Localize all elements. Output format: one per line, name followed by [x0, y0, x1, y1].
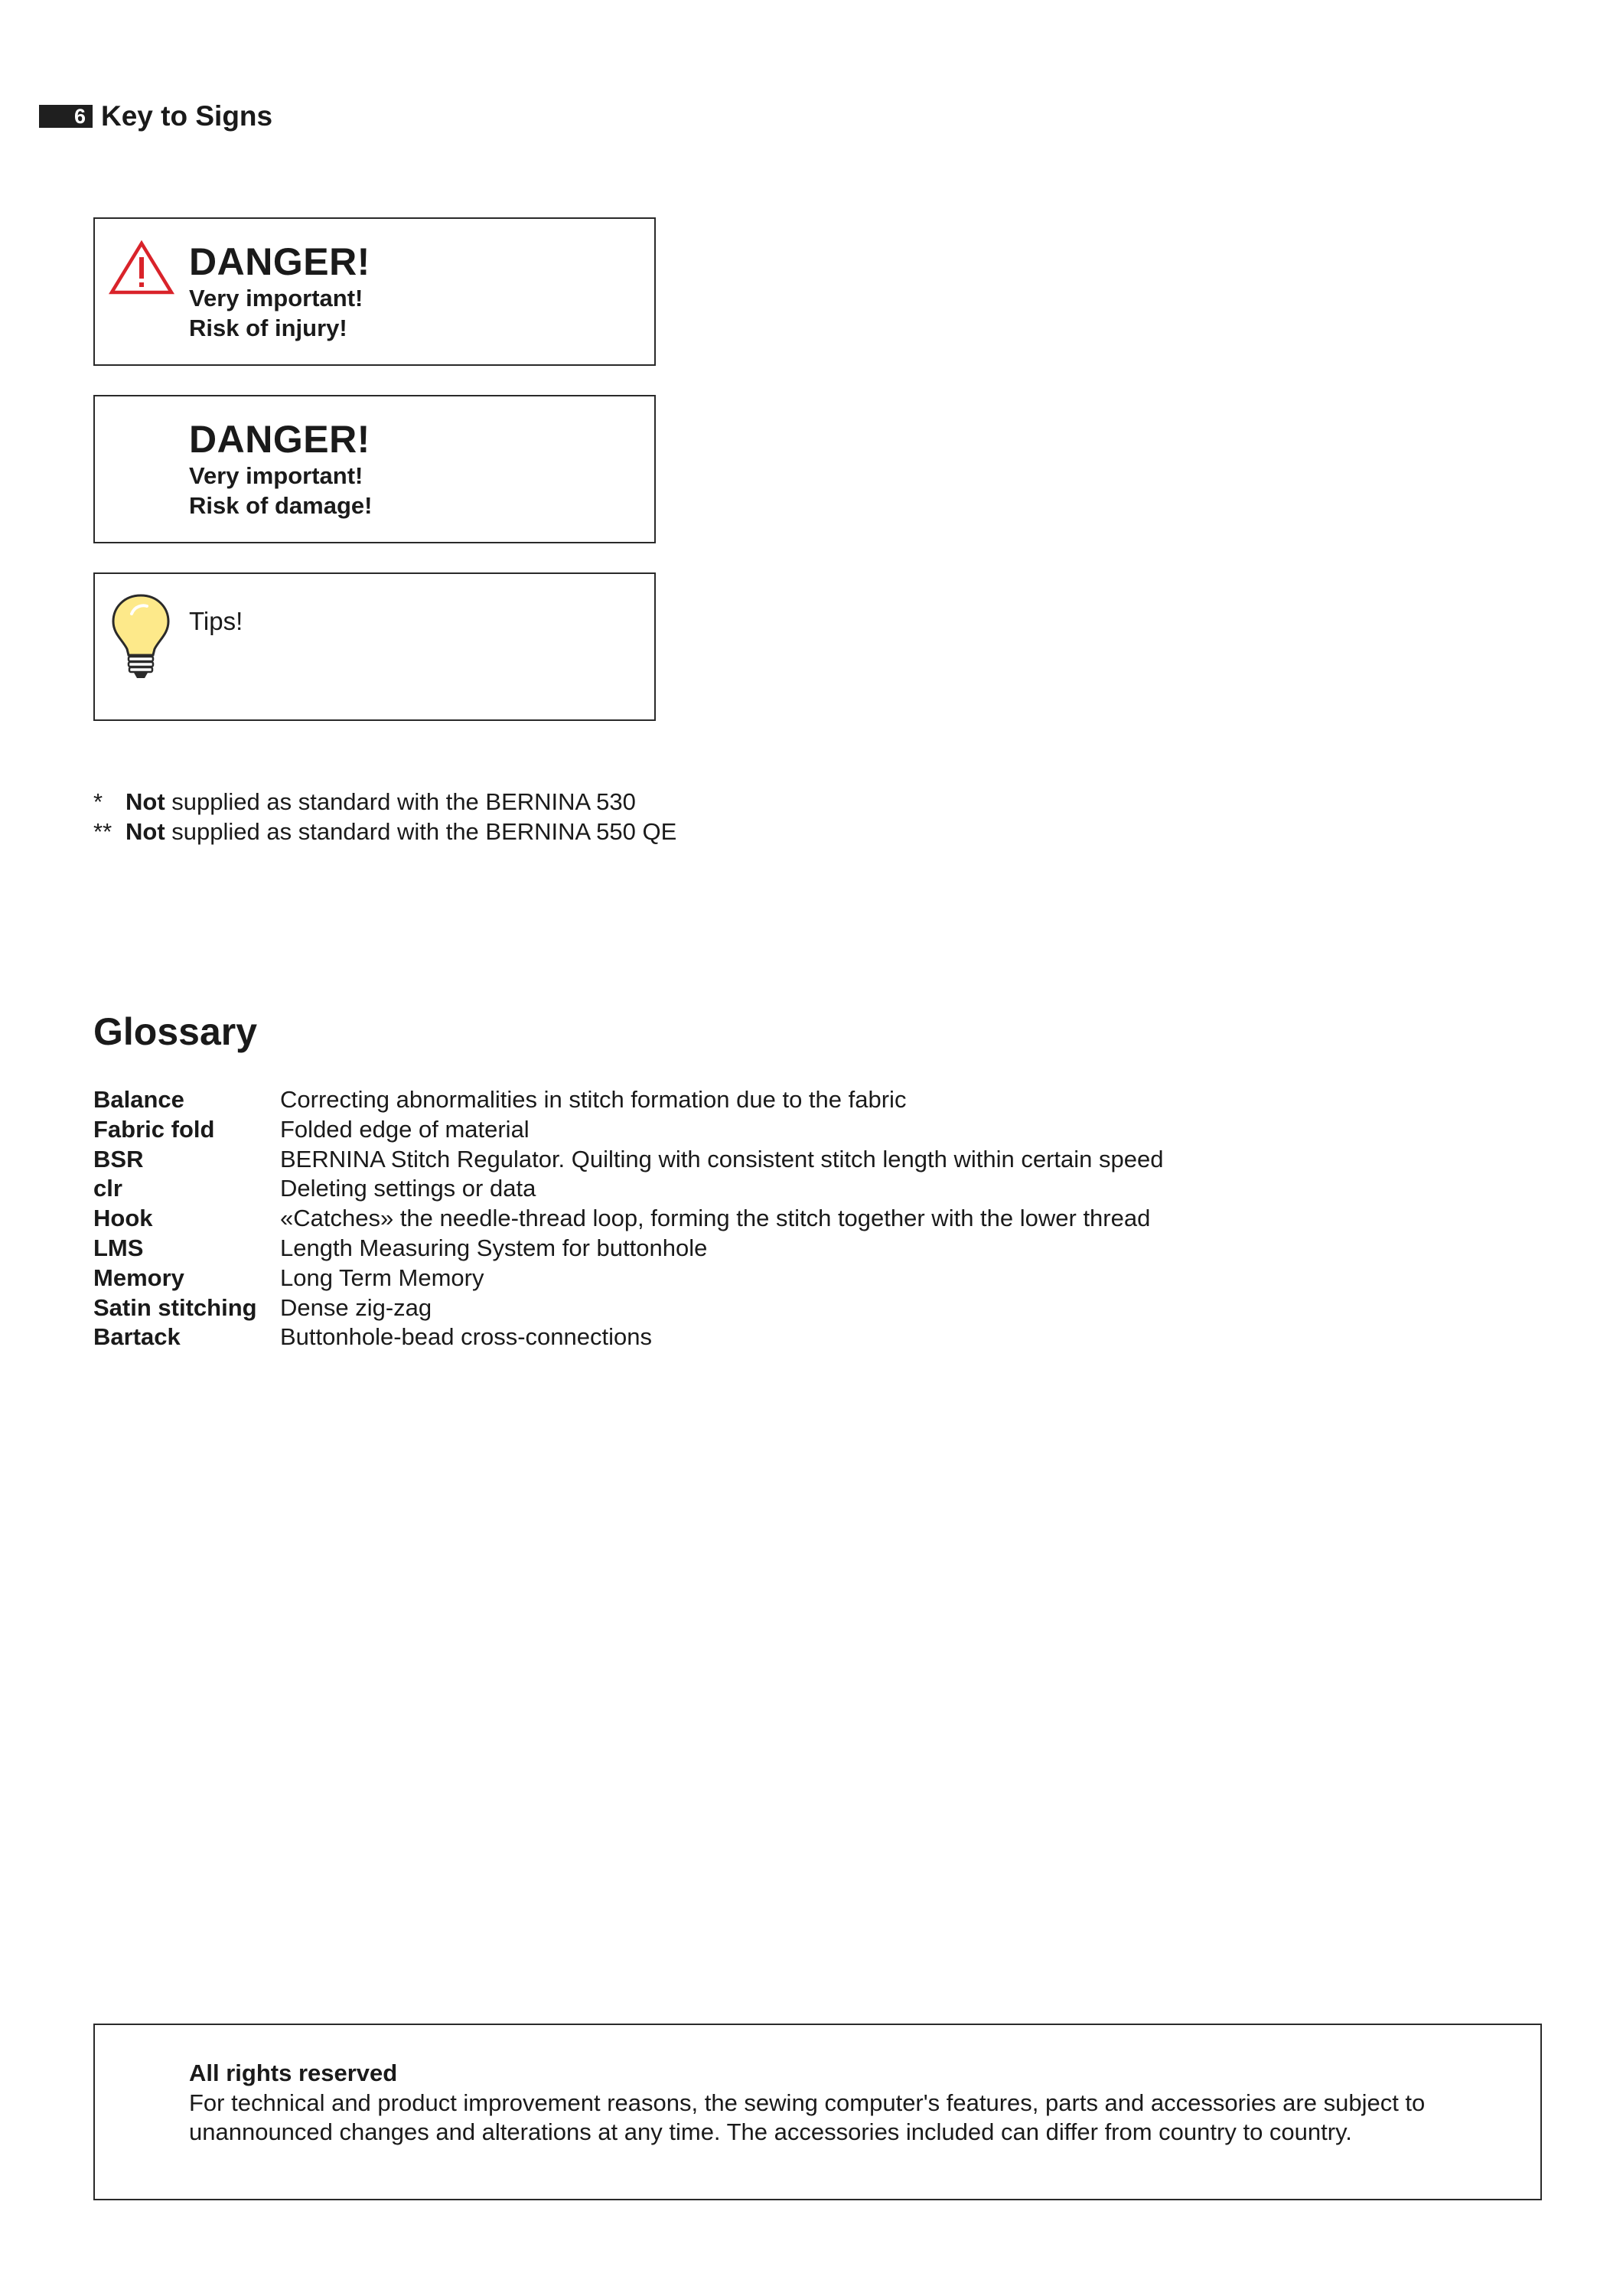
- danger-damage-box: [93, 395, 656, 543]
- danger-line-1: Very important!: [189, 285, 363, 311]
- footnote-text: supplied as standard with the BERNINA 530: [165, 788, 636, 815]
- footnote-mark: *: [93, 788, 103, 815]
- danger-injury-box: [93, 217, 656, 366]
- glossary-list: [93, 1085, 1394, 1352]
- glossary-row: [93, 1234, 1394, 1264]
- glossary-definition: Buttonhole-bead cross-connections: [280, 1323, 652, 1351]
- glossary-definition: Correcting abnormalities in stitch formation due to the fabric: [280, 1086, 907, 1113]
- glossary-term: LMS: [93, 1234, 144, 1261]
- glossary-term: clr: [93, 1175, 122, 1202]
- danger-line-2: Risk of injury!: [189, 315, 347, 341]
- tips-label: Tips!: [189, 607, 243, 635]
- danger-line-2: Risk of damage!: [189, 492, 373, 519]
- page-number: 6: [39, 105, 93, 128]
- footnote-bold: Not: [125, 818, 165, 845]
- danger-line-1: Very important!: [189, 462, 363, 489]
- glossary-row: [93, 1204, 1394, 1234]
- warning-triangle-icon: [109, 240, 174, 299]
- danger-title: DANGER!: [189, 240, 370, 283]
- glossary-definition: Folded edge of material: [280, 1115, 530, 1143]
- footnote-550qe: [93, 817, 676, 846]
- danger-injury-text: [189, 240, 370, 343]
- glossary-term: Bartack: [93, 1323, 181, 1351]
- danger-title: DANGER!: [189, 418, 370, 461]
- glossary-row: [93, 1322, 1394, 1352]
- glossary-definition: Dense zig-zag: [280, 1293, 432, 1321]
- rights-line-2: unannounced changes and alterations at any time. The accessories included can differ from country to country.: [189, 2118, 1352, 2145]
- lightbulb-icon: [109, 591, 173, 687]
- glossary-term: Memory: [93, 1264, 184, 1291]
- rights-text: [189, 2059, 1520, 2148]
- glossary-definition: BERNINA Stitch Regulator. Quilting with consistent stitch length within certain speed: [280, 1145, 1164, 1172]
- glossary-row: [93, 1115, 1394, 1145]
- glossary-definition: Long Term Memory: [280, 1264, 484, 1291]
- glossary-term: Hook: [93, 1205, 153, 1232]
- glossary-definition: Deleting settings or data: [280, 1175, 536, 1202]
- glossary-term: Balance: [93, 1086, 184, 1113]
- footnote-bold: Not: [125, 788, 165, 815]
- glossary-definition: «Catches» the needle-thread loop, forming the stitch together with the lower thread: [280, 1205, 1151, 1232]
- footnote-text: supplied as standard with the BERNINA 550 QE: [165, 818, 677, 845]
- section-title: Key to Signs: [101, 100, 273, 132]
- footnote-530: [93, 787, 636, 817]
- glossary-term: BSR: [93, 1145, 144, 1172]
- rights-title: All rights reserved: [189, 2060, 398, 2086]
- glossary-row: [93, 1293, 1394, 1323]
- rights-line-1: For technical and product improvement reasons, the sewing computer's features, parts and accessories are subject to: [189, 2089, 1426, 2116]
- tips-box: [93, 572, 656, 721]
- footnote-mark: **: [93, 818, 112, 845]
- glossary-row: [93, 1264, 1394, 1293]
- glossary-row: [93, 1145, 1394, 1175]
- glossary-row: [93, 1174, 1394, 1204]
- danger-damage-text: [189, 418, 372, 520]
- glossary-row: [93, 1085, 1394, 1115]
- glossary-term: Satin stitching: [93, 1293, 257, 1321]
- glossary-term: Fabric fold: [93, 1115, 215, 1143]
- glossary-definition: Length Measuring System for buttonhole: [280, 1234, 708, 1261]
- rights-box: [93, 2024, 1542, 2200]
- glossary-title: Glossary: [93, 1010, 258, 1053]
